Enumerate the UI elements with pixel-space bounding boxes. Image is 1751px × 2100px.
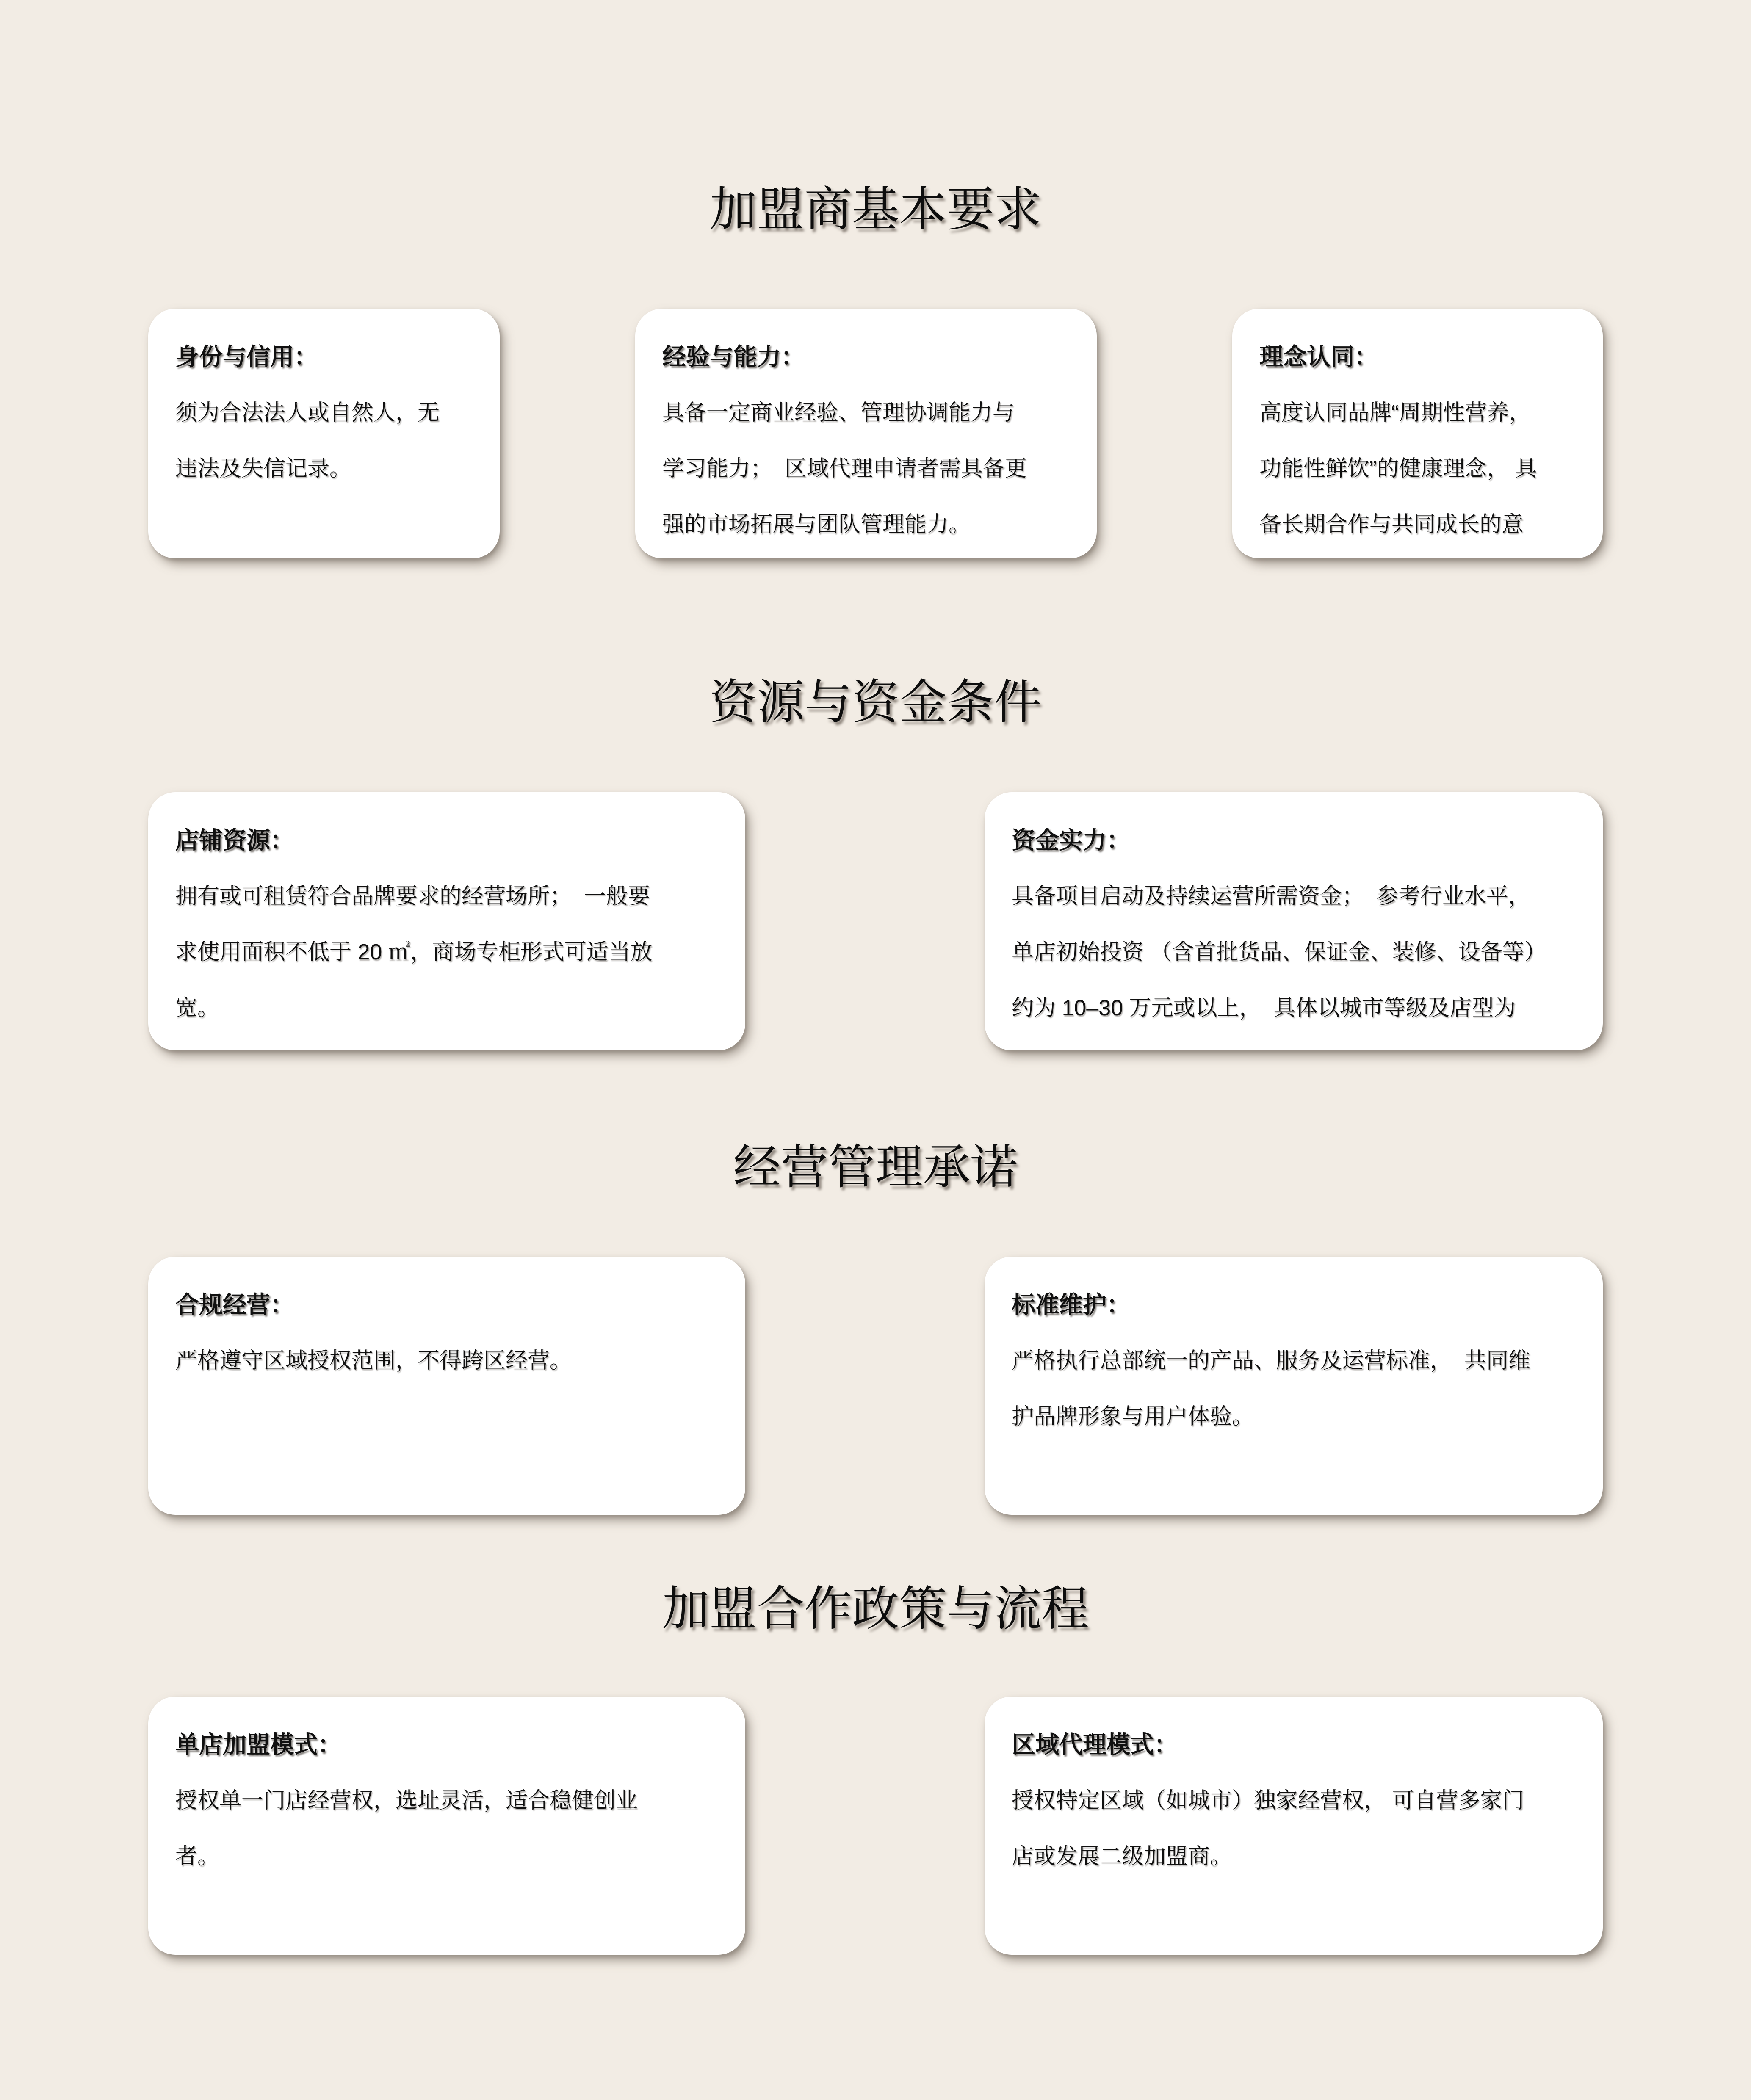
card-body-line: 授权特定区域（如城市）独家经营权， 可自营多家门: [1012, 1788, 1524, 1813]
card-title: 店铺资源：: [175, 827, 294, 854]
card-body-line: 学习能力； 区域代理申请者需具备更: [662, 456, 1027, 481]
card-row-management-commitment: [148, 1257, 1603, 1515]
card-body-line: 护品牌形象与用户体验。: [1012, 1404, 1254, 1429]
card-body-line: 高度认同品牌“周期性营养，: [1259, 401, 1531, 425]
card-body-line: 求使用面积不低于 20 ㎡，商场专柜形式可适当放: [175, 940, 653, 964]
card-concept-alignment: [1232, 309, 1603, 558]
section-title-basic-requirements: 加盟商基本要求: [709, 183, 1042, 236]
card-body-line: 授权单一门店经营权，选址灵活，适合稳健创业: [175, 1788, 638, 1813]
card-body-line: 具备一定商业经验、管理协调能力与: [662, 401, 1015, 425]
card-body-line: 具备项目启动及持续运营所需资金； 参考行业水平，: [1012, 884, 1530, 909]
card-body-line: 违法及失信记录。: [175, 456, 352, 481]
card-body-line: 店或发展二级加盟商。: [1012, 1844, 1232, 1869]
card-title: 身份与信用：: [175, 343, 318, 370]
card-title: 合规经营：: [175, 1291, 294, 1318]
card-row-basic-requirements: [148, 309, 1603, 558]
card-title: 经验与能力：: [662, 343, 805, 370]
card-store-resources: [148, 792, 745, 1050]
card-single-store-franchise: [148, 1697, 745, 1955]
section-title-franchise-policy-process: 加盟合作政策与流程: [662, 1582, 1089, 1635]
card-body-line: 功能性鲜饮”的健康理念， 具: [1259, 456, 1537, 481]
card-body-line: 严格遵守区域授权范围，不得跨区经营。: [175, 1348, 572, 1373]
card-identity-credit: [148, 309, 500, 558]
card-body-line: 须为合法法人或自然人，无: [175, 401, 440, 425]
card-title: 单店加盟模式：: [175, 1731, 341, 1758]
card-row-resources-capital: [148, 792, 1603, 1050]
card-body-line: 宽。: [175, 996, 220, 1020]
card-body-line: 备长期合作与共同成长的意: [1259, 512, 1524, 537]
card-body-line: 拥有或可租赁符合品牌要求的经营场所； 一般要: [175, 884, 650, 909]
card-title: 资金实力：: [1012, 827, 1130, 854]
card-title: 理念认同：: [1259, 343, 1378, 370]
card-standard-maintenance: [985, 1257, 1603, 1515]
card-title: 区域代理模式：: [1012, 1731, 1178, 1758]
card-compliance-operation: [148, 1257, 745, 1515]
page-content: [148, 0, 1603, 1955]
section-title-resources-capital: 资源与资金条件: [709, 676, 1042, 729]
card-row-franchise-policy: [148, 1697, 1603, 1955]
card-body-line: 强的市场拓展与团队管理能力。: [662, 512, 971, 537]
card-capital-strength: [985, 792, 1603, 1050]
card-title: 标准维护：: [1012, 1291, 1130, 1318]
card-body-line: 者。: [175, 1844, 220, 1869]
card-body-line: 单店初始投资 （含首批货品、保证金、装修、设备等）: [1012, 940, 1546, 964]
section-title-management-commitment: 经营管理承诺: [733, 1141, 1018, 1194]
card-body-line: 约为 10–30 万元或以上， 具体以城市等级及店型为: [1012, 996, 1516, 1020]
card-experience-ability: [635, 309, 1097, 558]
card-regional-agency: [985, 1697, 1603, 1955]
card-body-line: 严格执行总部统一的产品、服务及运营标准， 共同维: [1012, 1348, 1530, 1373]
